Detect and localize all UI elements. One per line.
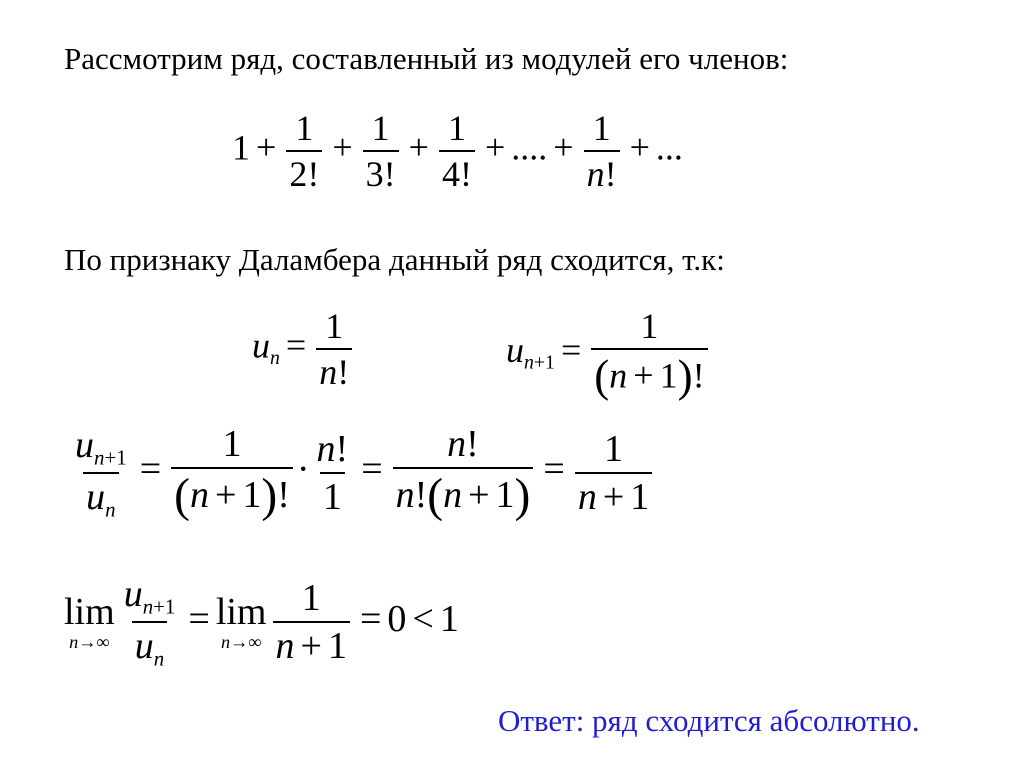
subscript-n: n [94, 444, 105, 469]
variable-u: u [134, 625, 154, 668]
subscript-plus-one: +1 [104, 444, 127, 469]
factorial-sign: ! [466, 423, 479, 465]
right-paren: ) [261, 470, 278, 522]
variable-u: u [506, 329, 524, 370]
left-paren: ( [427, 470, 444, 522]
subscript-n: n [153, 646, 165, 671]
zero: 0 [387, 597, 407, 640]
left-paren: ( [174, 470, 190, 522]
numerator: 1 [604, 427, 624, 470]
denominator [83, 472, 118, 520]
lim-label: lim [215, 591, 267, 634]
fraction-nfact-over-nfact-n-plus-1 [393, 425, 534, 521]
subscript-n: n [524, 351, 534, 374]
factorial-sign: ! [337, 352, 350, 392]
denominator: 3! [363, 150, 399, 192]
fraction-1-over-n-plus-1 [273, 577, 350, 668]
equals-sign: = [285, 325, 307, 366]
variable-n: n [319, 352, 338, 392]
denominator: 1 [320, 472, 345, 516]
fraction-1-over-nfact [584, 110, 620, 192]
fraction-1-over-n-plus-1-fact [171, 425, 293, 521]
subscript-n-plus-1 [524, 352, 555, 374]
one: 1 [659, 355, 678, 396]
fraction-1-over-n-plus-1-fact [591, 308, 707, 399]
plus-sign: + [300, 625, 322, 668]
subscript-n: n [142, 594, 154, 619]
one: 1 [242, 474, 262, 517]
plus-sign: + [629, 127, 650, 168]
numerator [121, 575, 179, 621]
variable-n: n [609, 355, 628, 396]
denominator [393, 467, 534, 521]
one: 1 [439, 597, 459, 640]
fraction-1-over-3fact [363, 110, 399, 192]
plus-sign: + [553, 127, 574, 168]
ellipsis: .... [511, 127, 548, 168]
numerator [444, 425, 482, 467]
numerator: 1 [222, 423, 242, 465]
equals-sign: = [560, 329, 582, 370]
subscript-n: n [270, 347, 280, 370]
subscript-n-plus-1 [143, 594, 176, 618]
subscript-plus-one: +1 [533, 351, 555, 374]
un1-formula [506, 308, 712, 399]
plus-sign: + [214, 474, 237, 517]
plus-sign: + [633, 355, 654, 396]
equals-sign: = [139, 448, 162, 491]
limit-operator [64, 593, 115, 651]
numerator: 1 [640, 306, 659, 346]
answer-text: Ответ: ряд сходится абсолютно. [498, 703, 920, 738]
variable-n: n [395, 474, 415, 517]
numerator [72, 423, 130, 472]
numerator: 1 [295, 108, 314, 148]
variable-n: n [275, 625, 295, 668]
series-formula [232, 110, 683, 192]
variable-n: n [586, 154, 605, 194]
one: 1 [327, 625, 347, 668]
factorial-sign: ! [692, 355, 705, 396]
un-formula [252, 308, 356, 390]
factorial-sign: ! [277, 474, 290, 517]
plus-sign: + [602, 475, 625, 518]
denominator [132, 621, 167, 669]
variable-n: n [189, 474, 209, 517]
fraction-1-over-2fact [286, 110, 322, 192]
right-paren: ) [677, 351, 693, 401]
dot-operator: · [296, 448, 310, 491]
variable-n: n [577, 475, 597, 518]
variable-u: u [252, 325, 270, 366]
variable-n: n [443, 474, 463, 517]
denominator [591, 348, 707, 399]
lim-subscript: n→∞ [69, 632, 110, 653]
denominator: 2! [286, 150, 322, 192]
variable-n: n [316, 427, 336, 470]
variable-n: n [447, 423, 467, 465]
equals-sign: = [543, 448, 565, 491]
denominator [584, 150, 620, 192]
denominator: 4! [439, 150, 475, 192]
numerator: 1 [592, 108, 611, 148]
variable-u: u [75, 423, 94, 466]
limit-formula [64, 575, 459, 669]
fraction-1-over-nfact [316, 308, 352, 390]
numerator: 1 [371, 108, 390, 148]
fraction-1-over-4fact [439, 110, 475, 192]
plus-sign: + [408, 127, 429, 168]
one: 1 [495, 474, 515, 517]
factorial-sign: ! [335, 427, 349, 470]
numerator: 1 [325, 306, 344, 346]
factorial-sign: ! [604, 154, 617, 194]
series-lead: 1 [232, 127, 250, 168]
subscript-n-plus-1 [94, 445, 127, 469]
factorial-sign: ! [414, 474, 428, 517]
limit-operator [216, 593, 267, 651]
denominator [575, 472, 652, 516]
denominator [316, 348, 352, 390]
equals-sign: = [359, 597, 382, 640]
fraction-1-over-n-plus-1 [575, 427, 652, 518]
denominator [273, 621, 350, 668]
equals-sign: = [188, 597, 210, 640]
plus-sign: + [332, 127, 353, 168]
left-paren: ( [594, 351, 610, 401]
numerator [314, 427, 352, 472]
lim-label: lim [64, 591, 115, 634]
plus-sign: + [256, 127, 277, 168]
numerator: 1 [447, 108, 466, 148]
subscript-plus-one: +1 [153, 594, 176, 619]
criterion-text: По признаку Даламбера данный ряд сходится, т.к: [64, 242, 725, 277]
denominator [171, 467, 293, 521]
plus-sign: + [468, 474, 490, 517]
lim-subscript: n→∞ [220, 632, 262, 653]
ratio-formula [68, 425, 656, 521]
variable-u: u [86, 475, 106, 518]
variable-u: u [123, 573, 143, 615]
fraction-u-ratio [72, 423, 130, 522]
intro-text: Рассмотрим ряд, составленный из модулей его членов: [64, 41, 789, 76]
numerator: 1 [301, 577, 321, 620]
ellipsis: ... [655, 127, 683, 168]
plus-sign: + [484, 127, 506, 168]
fraction-u-ratio [121, 575, 179, 669]
equals-sign: = [361, 448, 383, 491]
one: 1 [630, 475, 650, 518]
subscript-n: n [105, 497, 116, 522]
fraction-nfact-over-1 [314, 427, 352, 518]
less-than-sign: < [412, 597, 434, 640]
right-paren: ) [514, 470, 531, 522]
